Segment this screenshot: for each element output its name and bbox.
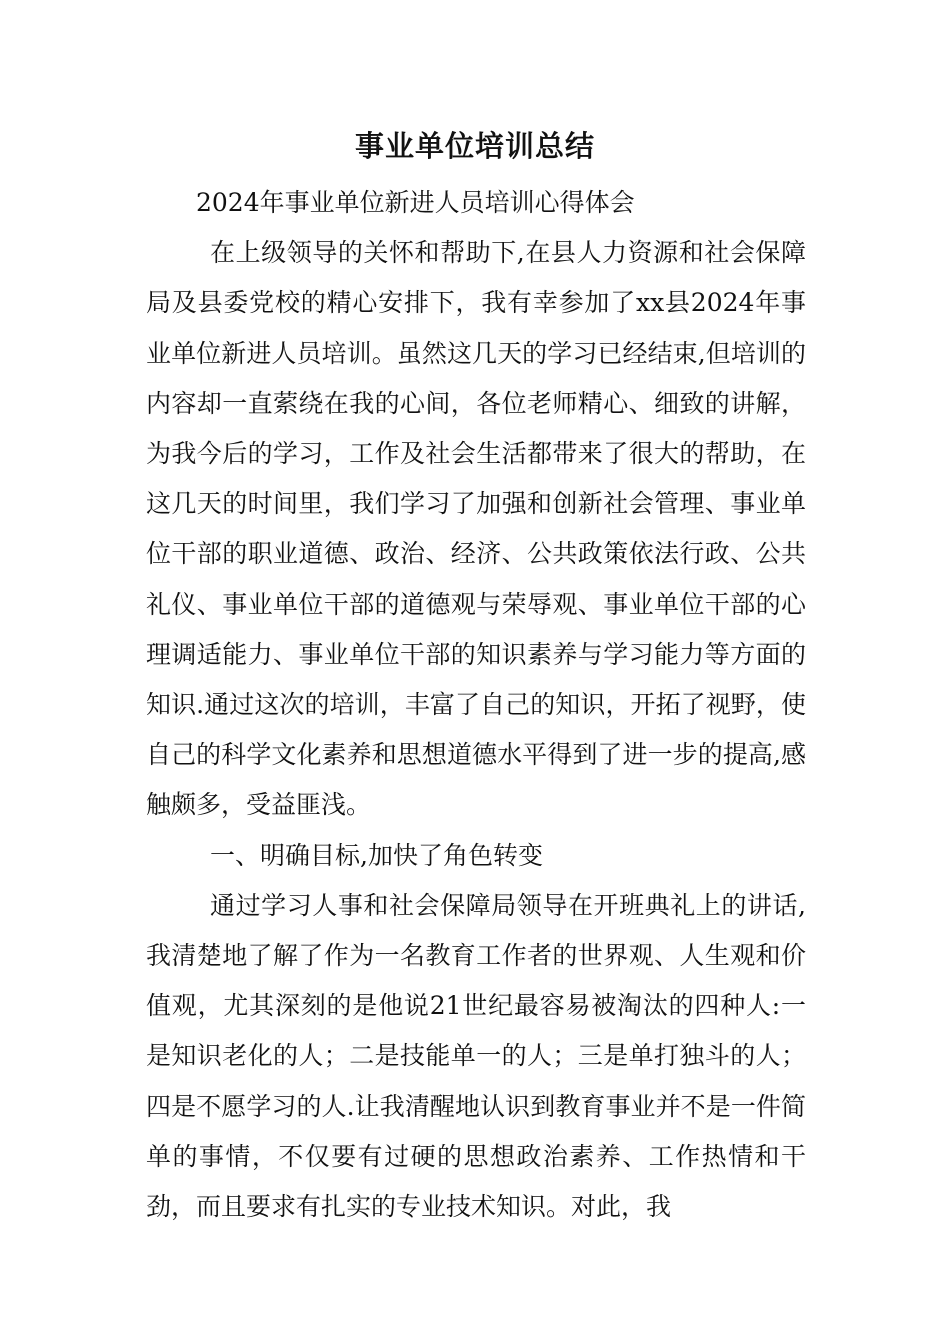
paragraph-intro: 在上级领导的关怀和帮助下,在县人力资源和社会保障局及县委党校的精心安排下，我有幸参加了xx县2024年事业单位新进人员培训。虽然这几天的学习已经结束,但培训的内容却一直萦绕在我的心间，各位老师精心、细致的讲解，为我今后的学习，工作及社会生活都带来了很大的帮助，在这几天的时间里，我们学习了加强和创新社会管理、事业单位干部的职业道德、政治、经济、公共政策依法行政、公共礼仪、事业单位干部的道德观与荣辱观、事业单位干部的心理调适能力、事业单位干部的知识素养与学习能力等方面的知识.通过这次的培训，丰富了自己的知识，开拓了视野，使自己的科学文化素养和思想道德水平得到了进一步的提高,感触颇多，受益匪浅。 xyxy=(146,238,806,820)
document-subtitle: 2024年事业单位新进人员培训心得体会 xyxy=(196,188,635,217)
document-body xyxy=(146,178,806,1232)
document-title: 事业单位培训总结 xyxy=(354,129,595,163)
section-heading: 一、明确目标,加快了角色转变 xyxy=(210,840,543,870)
paragraph-section-one: 通过学习人事和社会保障局领导在开班典礼上的讲话,我清楚地了解了作为一名教育工作者的世界观、人生观和价值观，尤其深刻的是他说21世纪最容易被淘汰的四种人:一是知识老化的人；二是技能单一的人；三是单打独斗的人；四是不愿学习的人.让我清醒地认识到教育事业并不是一件简单的事情，不仅要有过硬的思想政治素养、工作热情和干劲，而且要求有扎实的专业技术知识。对此，我 xyxy=(146,890,806,1222)
